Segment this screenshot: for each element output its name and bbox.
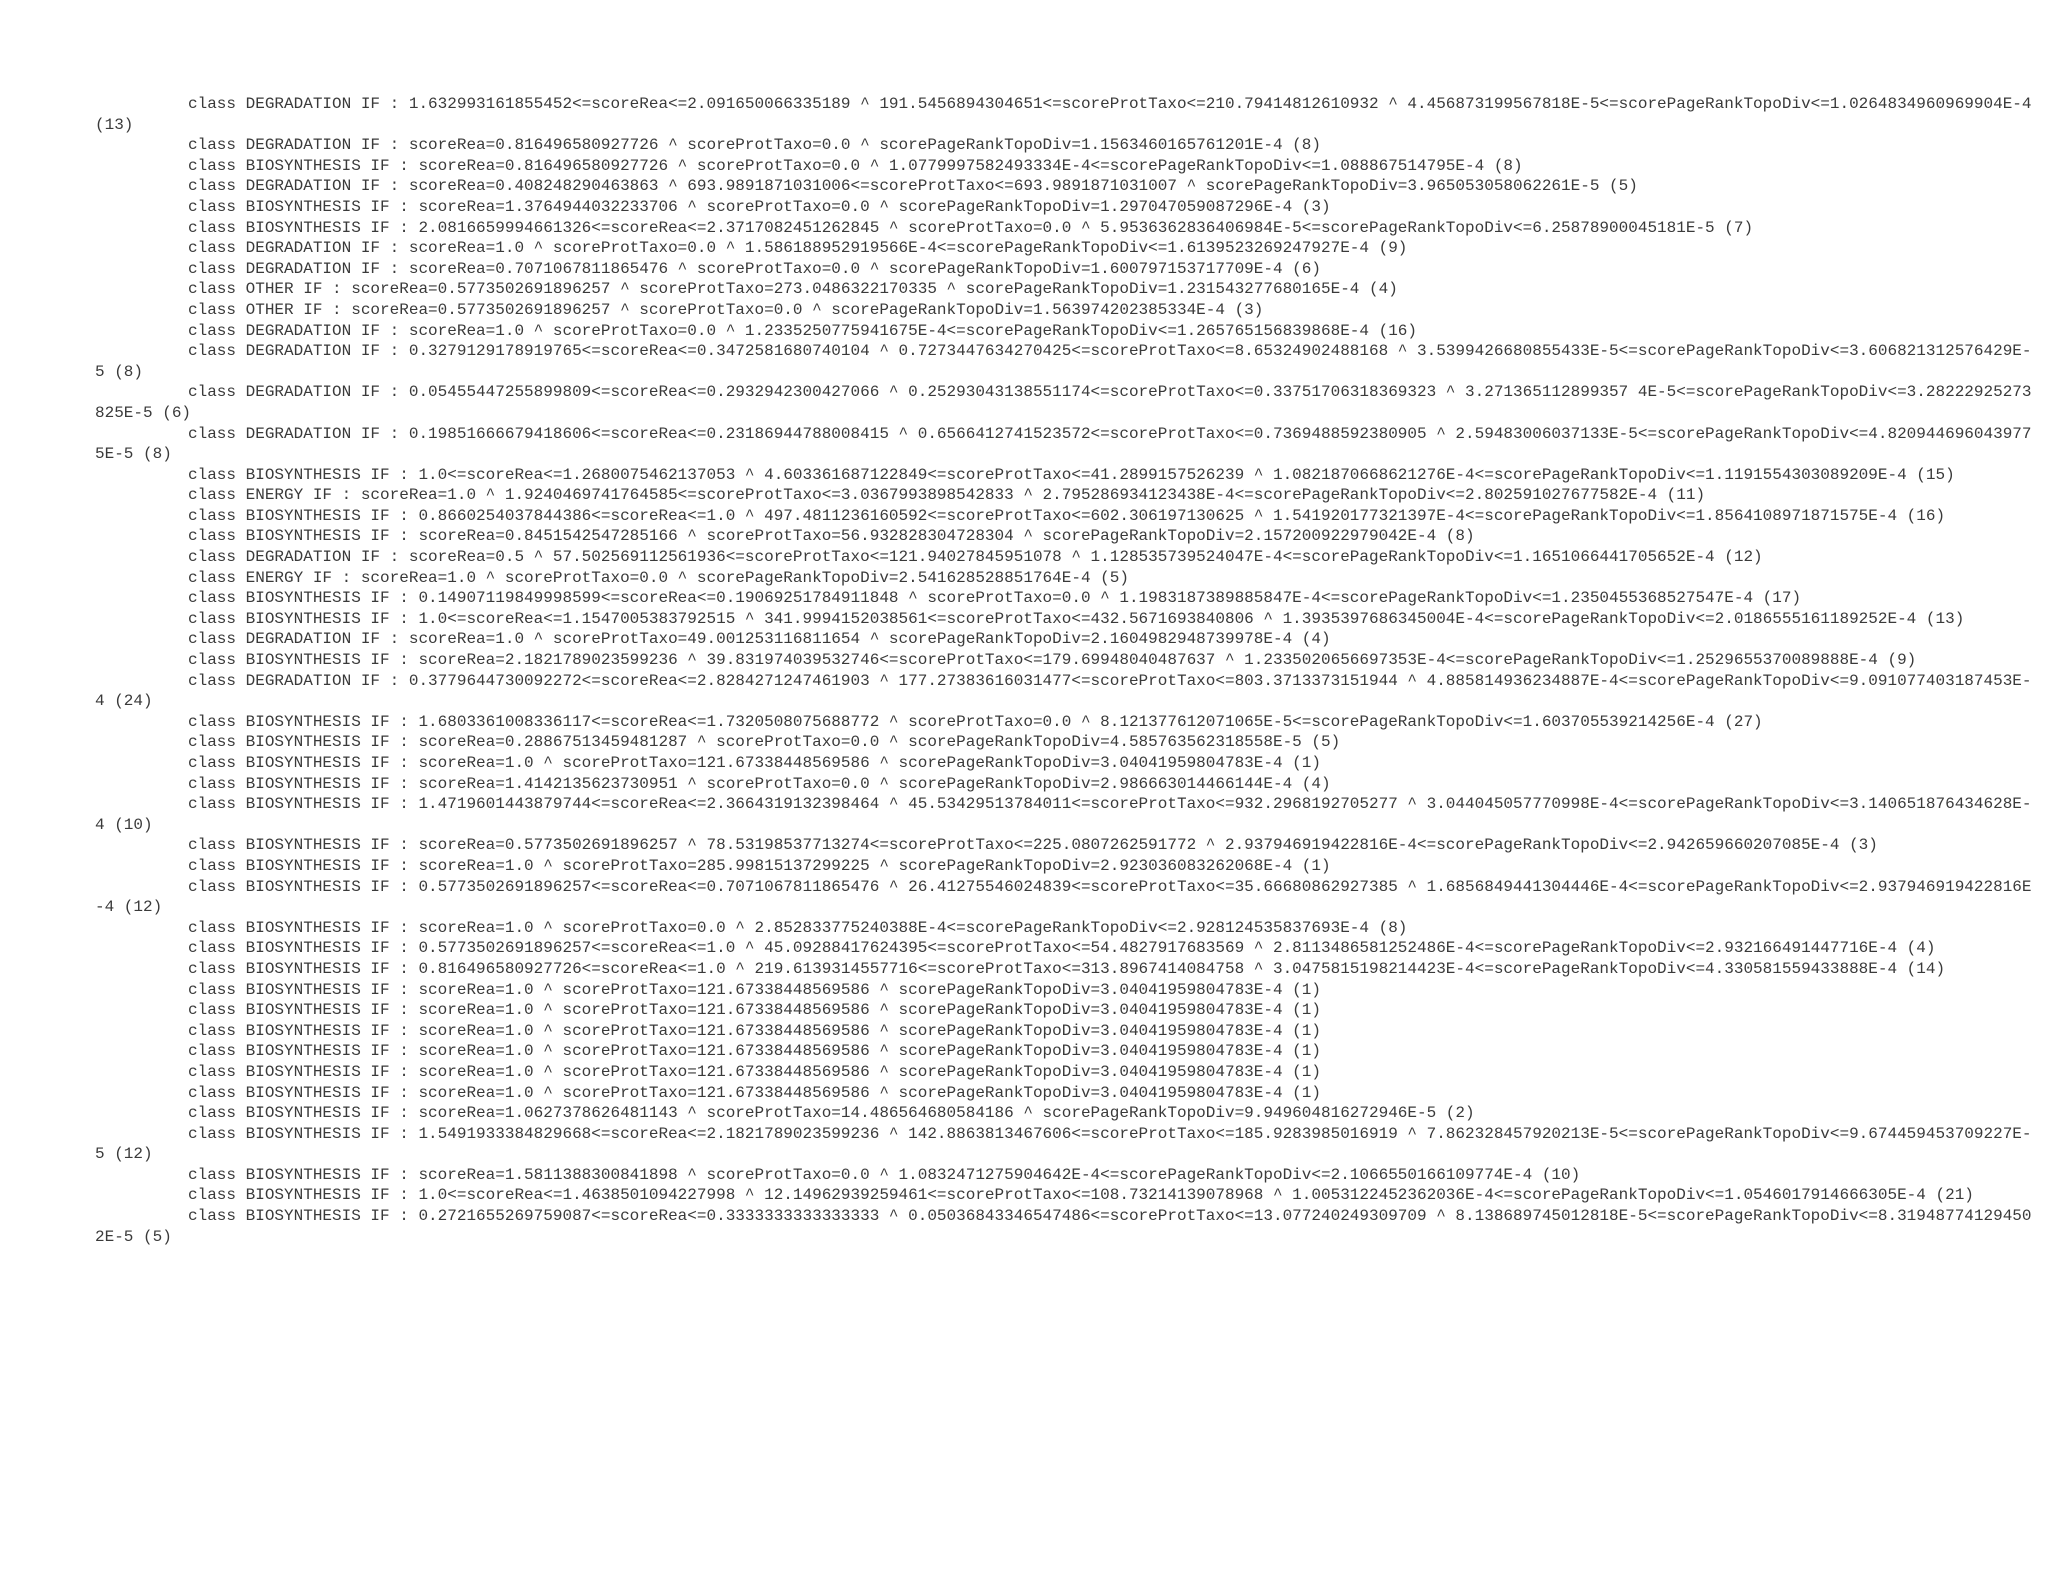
- rule-line: class DEGRADATION IF : scoreRea=0.816496580927726 ^ scoreProtTaxo=0.0 ^ scorePageRankTopoDiv=1.1563460165761201E-4 (8): [188, 136, 1321, 155]
- rule-line: class OTHER IF : scoreRea=0.5773502691896257 ^ scoreProtTaxo=0.0 ^ scorePageRankTopoDiv=1.563974202385334E-4 (3): [188, 300, 1264, 319]
- rule-line: class BIOSYNTHESIS IF : scoreRea=1.0 ^ scoreProtTaxo=121.67338448569586 ^ scorePageRankTopoDiv=3.04041959804783E-4 (1): [188, 1042, 1321, 1061]
- rule-line: class DEGRADATION IF : 0.3779644730092272<=scoreRea<=2.8284271247461903 ^ 177.27383616031477<=scoreProtTaxo<=803.3713373151944 ^ 4.885814936234887E-4<=scorePageRankTopoDiv<=9.091077403187453E-4 (24): [95, 671, 2032, 711]
- rule-listing: [95, 94, 2035, 1247]
- rule-line: class BIOSYNTHESIS IF : scoreRea=1.0 ^ scoreProtTaxo=285.99815137299225 ^ scorePageRankTopoDiv=2.923036083262068E-4 (1): [188, 856, 1331, 875]
- rule-line: class BIOSYNTHESIS IF : 0.816496580927726<=scoreRea<=1.0 ^ 219.6139314557716<=scoreProtTaxo<=313.8967414084758 ^ 3.0475815198214423E-4<=scorePageRankTopoDiv<=4.330581559433888E-4 (14): [188, 959, 1946, 978]
- rule-line: class BIOSYNTHESIS IF : scoreRea=1.0 ^ scoreProtTaxo=121.67338448569586 ^ scorePageRankTopoDiv=3.04041959804783E-4 (1): [188, 1083, 1321, 1102]
- rule-line: class DEGRADATION IF : 1.632993161855452<=scoreRea<=2.091650066335189 ^ 191.5456894304651<=scoreProtTaxo<=210.79414812610932 ^ 4.456873199567818E-5<=scorePageRankTopoDiv<=1.0264834960969904E-4 (13): [95, 95, 2032, 134]
- rule-line: class BIOSYNTHESIS IF : scoreRea=2.1821789023599236 ^ 39.831974039532746<=scoreProtTaxo<=179.69948040487637 ^ 1.2335020656697353E-4<=scorePageRankTopoDiv<=1.2529655370089888E-4 (9): [188, 651, 1917, 670]
- rule-line: class BIOSYNTHESIS IF : 1.0<=scoreRea<=1.4638501094227998 ^ 12.14962939259461<=scoreProtTaxo<=108.73214139078968 ^ 1.0053122452362036E-4<=scorePageRankTopoDiv<=1.0546017914666305E-4 (21): [188, 1186, 1974, 1205]
- rule-line: class DEGRADATION IF : scoreRea=0.408248290463863 ^ 693.9891871031006<=scoreProtTaxo<=693.9891871031007 ^ scorePageRankTopoDiv=3.965053058062261E-5 (5): [188, 177, 1638, 196]
- rule-line: class BIOSYNTHESIS IF : 1.4719601443879744<=scoreRea<=2.3664319132398464 ^ 45.53429513784011<=scoreProtTaxo<=932.2968192705277 ^ 3.044045057770998E-4<=scorePageRankTopoDiv<=3.140651876434628E-4 (10): [95, 795, 2032, 834]
- rule-line: class BIOSYNTHESIS IF : scoreRea=1.0 ^ scoreProtTaxo=121.67338448569586 ^ scorePageRankTopoDiv=3.04041959804783E-4 (1): [188, 980, 1321, 999]
- rule-line: class BIOSYNTHESIS IF : scoreRea=1.4142135623730951 ^ scoreProtTaxo=0.0 ^ scorePageRankTopoDiv=2.986663014466144E-4 (4): [188, 774, 1331, 793]
- rule-line: class BIOSYNTHESIS IF : 2.0816659994661326<=scoreRea<=2.3717082451262845 ^ scoreProtTaxo=0.0 ^ 5.9536362836406984E-5<=scorePageRankTopoDiv<=6.25878900045181E-5 (7): [188, 218, 1754, 237]
- rule-line: class OTHER IF : scoreRea=0.5773502691896257 ^ scoreProtTaxo=273.0486322170335 ^ scorePageRankTopoDiv=1.231543277680165E-4 (4): [188, 280, 1398, 299]
- rule-line: class BIOSYNTHESIS IF : scoreRea=1.0 ^ scoreProtTaxo=121.67338448569586 ^ scorePageRankTopoDiv=3.04041959804783E-4 (1): [188, 754, 1321, 772]
- rule-line: class BIOSYNTHESIS IF : scoreRea=0.5773502691896257 ^ 78.53198537713274<=scoreProtTaxo<=225.0807262591772 ^ 2.937946919422816E-4<=scorePageRankTopoDiv<=2.942659660207085E-4 (3): [188, 836, 1878, 855]
- rule-line: class DEGRADATION IF : scoreRea=1.0 ^ scoreProtTaxo=0.0 ^ 1.586188952919566E-4<=scorePageRankTopoDiv<=1.6139523269247927E-4 (9): [188, 239, 1408, 258]
- rule-line: class BIOSYNTHESIS IF : 1.5491933384829668<=scoreRea<=2.1821789023599236 ^ 142.8863813467606<=scoreProtTaxo<=185.9283985016919 ^ 7.862328457920213E-5<=scorePageRankTopoDiv<=9.674459453709227E-5 (12): [95, 1124, 2032, 1164]
- rule-line: class DEGRADATION IF : scoreRea=0.5 ^ 57.502569112561936<=scoreProtTaxo<=121.94027845951078 ^ 1.128535739524047E-4<=scorePageRankTopoDiv<=1.1651066441705652E-4 (12): [188, 548, 1763, 567]
- rule-line: class DEGRADATION IF : 0.3279129178919765<=scoreRea<=0.3472581680740104 ^ 0.7273447634270425<=scoreProtTaxo<=8.65324902488168 ^ 3.5399426680855433E-5<=scorePageRankTopoDiv<=3.606821312576429E-5 (8): [95, 342, 2032, 381]
- rule-line: class BIOSYNTHESIS IF : scoreRea=0.816496580927726 ^ scoreProtTaxo=0.0 ^ 1.0779997582493334E-4<=scorePageRankTopoDiv<=1.088867514795E-4 (8): [188, 156, 1523, 175]
- rule-line: class DEGRADATION IF : scoreRea=1.0 ^ scoreProtTaxo=49.001253116811654 ^ scorePageRankTopoDiv=2.1604982948739978E-4 (4): [188, 630, 1331, 649]
- rule-line: class BIOSYNTHESIS IF : scoreRea=0.28867513459481287 ^ scoreProtTaxo=0.0 ^ scorePageRankTopoDiv=4.585763562318558E-5 (5): [188, 733, 1341, 752]
- rule-line: class BIOSYNTHESIS IF : 1.6803361008336117<=scoreRea<=1.7320508075688772 ^ scoreProtTaxo=0.0 ^ 8.121377612071065E-5<=scorePageRankTopoDiv<=1.603705539214256E-4 (27): [188, 712, 1763, 731]
- rule-line: class ENERGY IF : scoreRea=1.0 ^ 1.9240469741764585<=scoreProtTaxo<=3.0367993898542833 ^ 2.795286934123438E-4<=scorePageRankTopoDiv<=2.802591027677582E-4 (11): [188, 486, 1706, 505]
- rule-line: class BIOSYNTHESIS IF : 0.2721655269759087<=scoreRea<=0.3333333333333333 ^ 0.05036843346547486<=scoreProtTaxo<=13.077240249309709 ^ 8.138689745012818E-5<=scorePageRankTopoDiv<=8.319487741294502E-5 (5): [95, 1207, 2032, 1246]
- rule-line: class BIOSYNTHESIS IF : scoreRea=1.0 ^ scoreProtTaxo=121.67338448569586 ^ scorePageRankTopoDiv=3.04041959804783E-4 (1): [188, 1062, 1321, 1081]
- rule-line: class BIOSYNTHESIS IF : scoreRea=1.0627378626481143 ^ scoreProtTaxo=14.486564680584186 ^ scorePageRankTopoDiv=9.949604816272946E-5 (2): [188, 1104, 1475, 1123]
- rule-line: class BIOSYNTHESIS IF : 0.8660254037844386<=scoreRea<=1.0 ^ 497.4811236160592<=scoreProtTaxo<=602.306197130625 ^ 1.541920177321397E-4<=scorePageRankTopoDiv<=1.8564108971871575E-4 (16): [188, 506, 1946, 525]
- rule-line: class BIOSYNTHESIS IF : scoreRea=0.8451542547285166 ^ scoreProtTaxo=56.932828304728304 ^ scorePageRankTopoDiv=2.157200922979042E-4 (8): [188, 527, 1475, 546]
- rule-line: class ENERGY IF : scoreRea=1.0 ^ scoreProtTaxo=0.0 ^ scorePageRankTopoDiv=2.541628528851764E-4 (5): [188, 568, 1129, 587]
- rule-line: class DEGRADATION IF : 0.19851666679418606<=scoreRea<=0.23186944788008415 ^ 0.6566412741523572<=scoreProtTaxo<=0.7369488592380905 ^ 2.59483006037133E-5<=scorePageRankTopoDiv<=4.8209446960439775E-5 (8): [95, 424, 2032, 464]
- rule-line: class BIOSYNTHESIS IF : 1.0<=scoreRea<=1.1547005383792515 ^ 341.9994152038561<=scoreProtTaxo<=432.5671693840806 ^ 1.3935397686345004E-4<=scorePageRankTopoDiv<=2.0186555161189252E-4 (13): [188, 609, 1965, 628]
- rule-line: class DEGRADATION IF : scoreRea=0.7071067811865476 ^ scoreProtTaxo=0.0 ^ scorePageRankTopoDiv=1.600797153717709E-4 (6): [188, 259, 1321, 278]
- rule-line: class BIOSYNTHESIS IF : scoreRea=1.5811388300841898 ^ scoreProtTaxo=0.0 ^ 1.0832471275904642E-4<=scorePageRankTopoDiv<=2.1066550166109774E-4 (10): [188, 1165, 1581, 1184]
- rule-line: class BIOSYNTHESIS IF : 0.5773502691896257<=scoreRea<=1.0 ^ 45.09288417624395<=scoreProtTaxo<=54.4827917683569 ^ 2.8113486581252486E-4<=scorePageRankTopoDiv<=2.932166491447716E-4 (4): [188, 939, 1936, 958]
- rule-line: class BIOSYNTHESIS IF : scoreRea=1.0 ^ scoreProtTaxo=121.67338448569586 ^ scorePageRankTopoDiv=3.04041959804783E-4 (1): [188, 1021, 1321, 1040]
- rule-line: class BIOSYNTHESIS IF : 0.14907119849998599<=scoreRea<=0.19069251784911848 ^ scoreProtTaxo=0.0 ^ 1.1983187389885847E-4<=scorePageRankTopoDiv<=1.2350455368527547E-4 (17): [188, 589, 1802, 608]
- rule-line: class BIOSYNTHESIS IF : scoreRea=1.0 ^ scoreProtTaxo=0.0 ^ 2.852833775240388E-4<=scorePageRankTopoDiv<=2.928124535837693E-4 (8): [188, 918, 1408, 937]
- rule-line: class BIOSYNTHESIS IF : scoreRea=1.3764944032233706 ^ scoreProtTaxo=0.0 ^ scorePageRankTopoDiv=1.297047059087296E-4 (3): [188, 197, 1331, 216]
- rule-line: class DEGRADATION IF : scoreRea=1.0 ^ scoreProtTaxo=0.0 ^ 1.2335250775941675E-4<=scorePageRankTopoDiv<=1.265765156839868E-4 (16): [188, 321, 1417, 340]
- rule-line: class BIOSYNTHESIS IF : 0.5773502691896257<=scoreRea<=0.7071067811865476 ^ 26.41275546024839<=scoreProtTaxo<=35.66680862927385 ^ 1.6856849441304446E-4<=scorePageRankTopoDiv<=2.937946919422816E-4 (12): [95, 877, 2032, 917]
- rule-line: class BIOSYNTHESIS IF : 1.0<=scoreRea<=1.2680075462137053 ^ 4.603361687122849<=scoreProtTaxo<=41.2899157526239 ^ 1.0821870668621276E-4<=scorePageRankTopoDiv<=1.1191554303089209E-4 (15): [188, 465, 1955, 484]
- rule-line: class DEGRADATION IF : 0.05455447255899809<=scoreRea<=0.2932942300427066 ^ 0.25293043138551174<=scoreProtTaxo<=0.33751706318369323 ^ 3.271365112899357 4E-5<=scorePageRankTopoDiv<=3.28222925273825E-5 (6): [95, 383, 2032, 422]
- rule-line: class BIOSYNTHESIS IF : scoreRea=1.0 ^ scoreProtTaxo=121.67338448569586 ^ scorePageRankTopoDiv=3.04041959804783E-4 (1): [188, 1001, 1321, 1020]
